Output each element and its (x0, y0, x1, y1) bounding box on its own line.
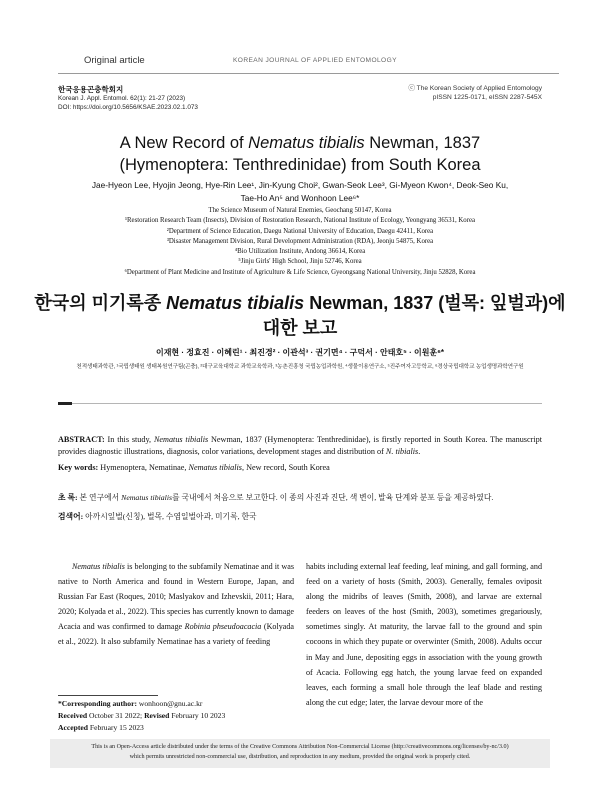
author-list: Jae-Hyeon Lee, Hyojin Jeong, Hye-Rin Lee¹, Jin-Kyung Choi², Gwan-Seok Lee³, Gi-Myeon Kwon⁴, Deok-Seo Ku, Tae-Ho An⁵ and Wonhoon Lee⁶* (91, 180, 509, 203)
abstract: ABSTRACT: In this study, Nematus tibialis Newman, 1837 (Hymenoptera: Tenthredinidae), is firstly reported in South Korea. The manuscript provides diagnostic illustrations, diagnosis, color variations, development stages and distribution of N. tibialis. (58, 435, 542, 456)
journal-citation (58, 94, 198, 112)
korean-keywords-label: 검색어: (58, 512, 84, 521)
body-paragraph: Nematus tibialis is belonging to the subfamily Nematinae and it was native to North America and found in Western Europe, Japan, and Russian Far East (Roques, 2010; Maslyakov and Izhevskii, 2011; Hara, 2020; Kolyada et al., 2022). This species has currently known to damage Acacia and was confirmed to damage Robinia phseudoacacia (Kolyada et al., 2022). It also subfamily Nematinae has a variety of feeding (58, 562, 295, 647)
keywords-label: Key words: (58, 463, 99, 472)
section-divider-accent (58, 402, 72, 405)
korean-abstract: 초 록: 본 연구에서 Nematus tibialis를 국내에서 처음으로 보고한다. 이 종의 사진과 진단, 색 변이, 발육 단계와 분포 등을 제공하였다. (58, 493, 494, 502)
article-title (20, 132, 580, 176)
article-type-label: Original article (84, 55, 145, 66)
journal-name: KOREAN JOURNAL OF APPLIED ENTOMOLOGY (233, 57, 397, 64)
footnote-divider (58, 695, 158, 696)
korean-title: 한국의 미기록종 Nematus tibialis Newman, 1837 (벌목: 잎벌과)에 대한 보고 (34, 293, 566, 338)
copyright-block (408, 84, 542, 102)
license-line: which permits unrestricted non-commercial use, distribution, and reproduction in any medium, provided the original work is properly cited. (129, 754, 471, 760)
license-box (50, 739, 550, 768)
copyright: ⓒ The Korean Society of Applied Entomology (408, 85, 542, 92)
journal-name-korean: 한국응용곤충학회지 (58, 85, 124, 94)
section-divider (58, 403, 542, 404)
doi-link[interactable]: DOI: https://doi.org/10.5656/KSAE.2023.02.1.073 (58, 104, 198, 111)
accepted-date: Accepted February 15 2023 (58, 723, 144, 732)
keywords: Key words: Hymenoptera, Nematinae, Nematus tibialis, New record, South Korea (58, 463, 330, 472)
title-line-1: A New Record of Nematus tibialis Newman, 1837 (119, 134, 481, 152)
title-line-2: (Hymenoptera: Tenthredinidae) from South Korea (119, 156, 481, 174)
affiliation: ³Disaster Management Division, Rural Development Administration (RDA), Jeonju 54875, Korea (166, 237, 434, 245)
korean-keywords: 검색어: 아까시잎벌(신칭), 벌목, 수염일벌아과, 미기록, 한국 (58, 512, 257, 521)
footnotes (58, 698, 225, 734)
affiliation: ²Department of Science Education, Daegu National University of Education, Daegu 42411, Korea (166, 227, 434, 235)
license-line: This is an Open-Access article distributed under the terms of the Creative Commons Attribution Non-Commercial License (http://creativecommons.org/licenses/by-nc/3.0) (91, 744, 509, 750)
korean-author-list: 이재현 · 정효진 · 이혜린¹ · 최진경² · 이관석³ · 권기면⁴ · 구덕서 · 안태호⁵ · 이원훈⁶* (155, 348, 445, 357)
affiliation: ⁶Department of Plant Medicine and Institute of Agriculture & Life Science, Gyeongsang National University, Jinju 52828, Korea (124, 268, 476, 276)
received-revised-dates: Received October 31 2022; Revised February 10 2023 (58, 711, 226, 720)
body-paragraph: habits including external leaf feeding, leaf mining, and gall forming, and feed on a variety of hosts (Smith, 2003). Generally, females oviposit along the midribs of leaves (Smith, 2008), and larvae are external feeders on leaves of the host (Smith, 2003), sometimes gregariously, sometimes singly. At maturity, the larvae fall to the ground and spin cocoons in which they pupate or overwinter (Smith, 2008). Adults occur in May and June, depositing eggs in association with the young growth of Acacia. Following egg hatch, the young larvae feed on expanded leaves, each forming a small hole through the leaf blade and resting along the cut edge; later, the larvae devour more of the (306, 562, 542, 707)
affiliation: ¹Restoration Research Team (Insects), Division of Restoration Research, National Institute of Ecology, Yeongyang 36531, Korea (124, 217, 475, 225)
korean-abstract-label: 초 록: (58, 493, 78, 502)
korean-affiliations: 천적생태과학관, ¹국립생태원 생태복원연구팀(곤충), ²대구교육대학교 과학교육학과, ³농촌진흥청 국립농업과학원, ⁴생물이용연구소, ⁵진주여자고등학교, ⁶경상국립대학교 농업생명과학연구원 (76, 364, 524, 370)
body-column-right (306, 559, 542, 710)
abstract-label: ABSTRACT: (58, 435, 105, 444)
affiliation: ⁴Bio Utilization Institute, Andong 36614, Korea (234, 248, 366, 256)
citation: Korean J. Appl. Entomol. 62(1): 21-27 (2023) (58, 95, 186, 102)
affiliation: The Science Museum of Natural Enemies, Geochang 50147, Korea (208, 207, 392, 214)
issn: pISSN 1225-0171, eISSN 2287-545X (432, 94, 542, 101)
corresponding-author: *Corresponding author: wonhoon@gnu.ac.kr (58, 699, 203, 708)
affiliation: ⁵Jinju Girls' High School, Jinju 52746, Korea (238, 258, 362, 266)
affiliations (40, 206, 560, 278)
header-bar (58, 53, 559, 74)
body-column-left (58, 559, 294, 650)
author-email[interactable]: wonhoon@gnu.ac.kr (136, 699, 203, 708)
species-name: Nematus tibialis (248, 134, 365, 152)
species-name: Nematus tibialis (166, 293, 305, 313)
